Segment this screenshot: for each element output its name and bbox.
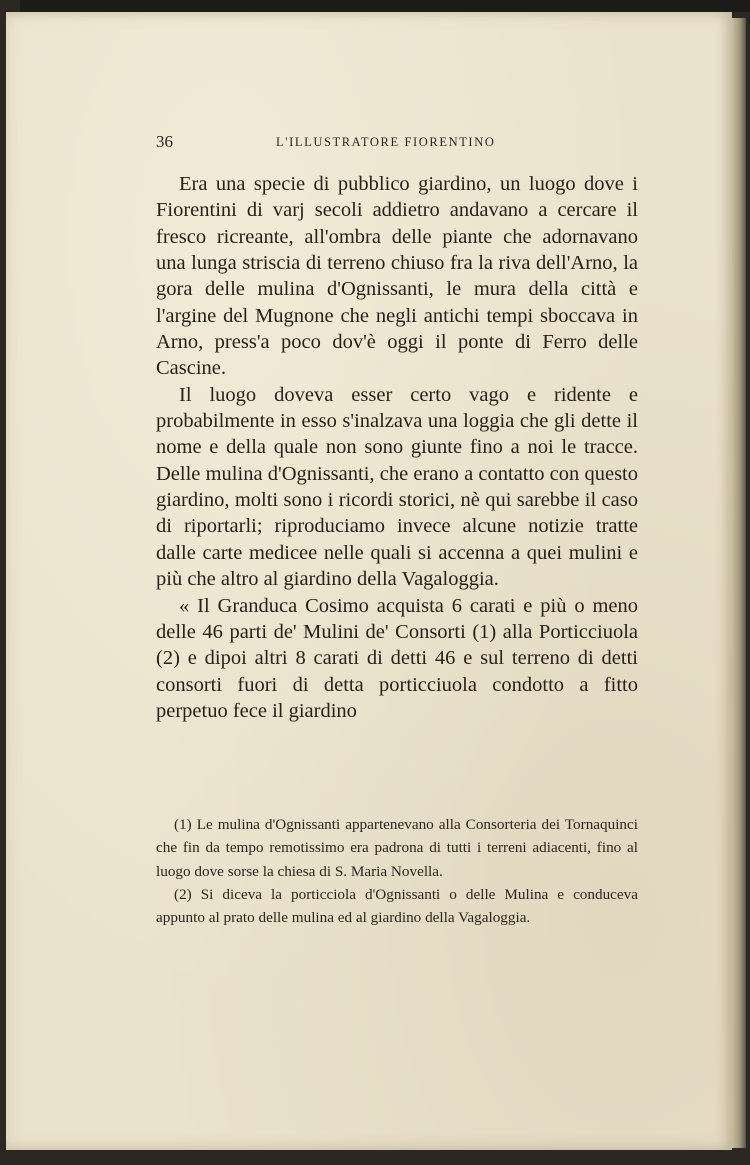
footnote: (2) Si diceva la porticciola d'Ognissanti o delle Mulina e conduceva appunto al prato delle mulina ed al giardino della Vagaloggia. <box>156 885 638 927</box>
running-title: L'ILLUSTRATORE FIORENTINO <box>276 135 496 149</box>
scan-top-edge <box>20 0 750 12</box>
footnote: (1) Le mulina d'Ognissanti appartenevano alla Consorteria dei Tornaquinci che fin da tempo remotissimo era padrona di tutti i terreni adiacenti, fino al luogo dove sorse la chiesa di S. Maria Novella. <box>156 816 638 880</box>
page-edge-shadow <box>732 18 746 1148</box>
page-number: 36 <box>156 132 173 151</box>
footnotes <box>156 813 638 929</box>
paragraph: « Il Granduca Cosimo acquista 6 carati e più o meno delle 46 parti de' Mulini de' Consorti (1) alla Porticciuola (2) e dipoi altri 8 carati di detti 46 e sul terreno di detti consorti fuori di detta porticciuola condotto a fitto perpetuo fece il giardino <box>156 594 638 722</box>
paragraph: Era una specie di pubblico giardino, un luogo dove i Fiorentini di varj secoli addietro andavano a cercare il fresco ricreante, all'ombra delle piante che adornavano una lunga striscia di terreno chiuso fra la riva dell'Arno, la gora delle mulina d'Ognissanti, le mura della città e l'argine del Mugnone che negli antichi tempi sboccava in Arno, press'a poco dov'è oggi il ponte di Ferro delle Cascine. <box>156 173 638 380</box>
paragraph: Il luogo doveva esser certo vago e ridente e probabilmente in esso s'inalzava una loggia che gli dette il nome e della quale non sono giunte fino a noi le tracce. Delle mulina d'Ognissanti, che erano a contatto con questo giardino, molti sono i ricordi storici, nè qui sarebbe il caso di riportarli; riproduciamo invece alcune notizie tratte dalle carte medicee nelle quali si accenna a quei mulini e più che altro al giardino della Vagaloggia. <box>156 383 638 591</box>
main-text <box>156 171 638 724</box>
page-header <box>156 132 638 156</box>
